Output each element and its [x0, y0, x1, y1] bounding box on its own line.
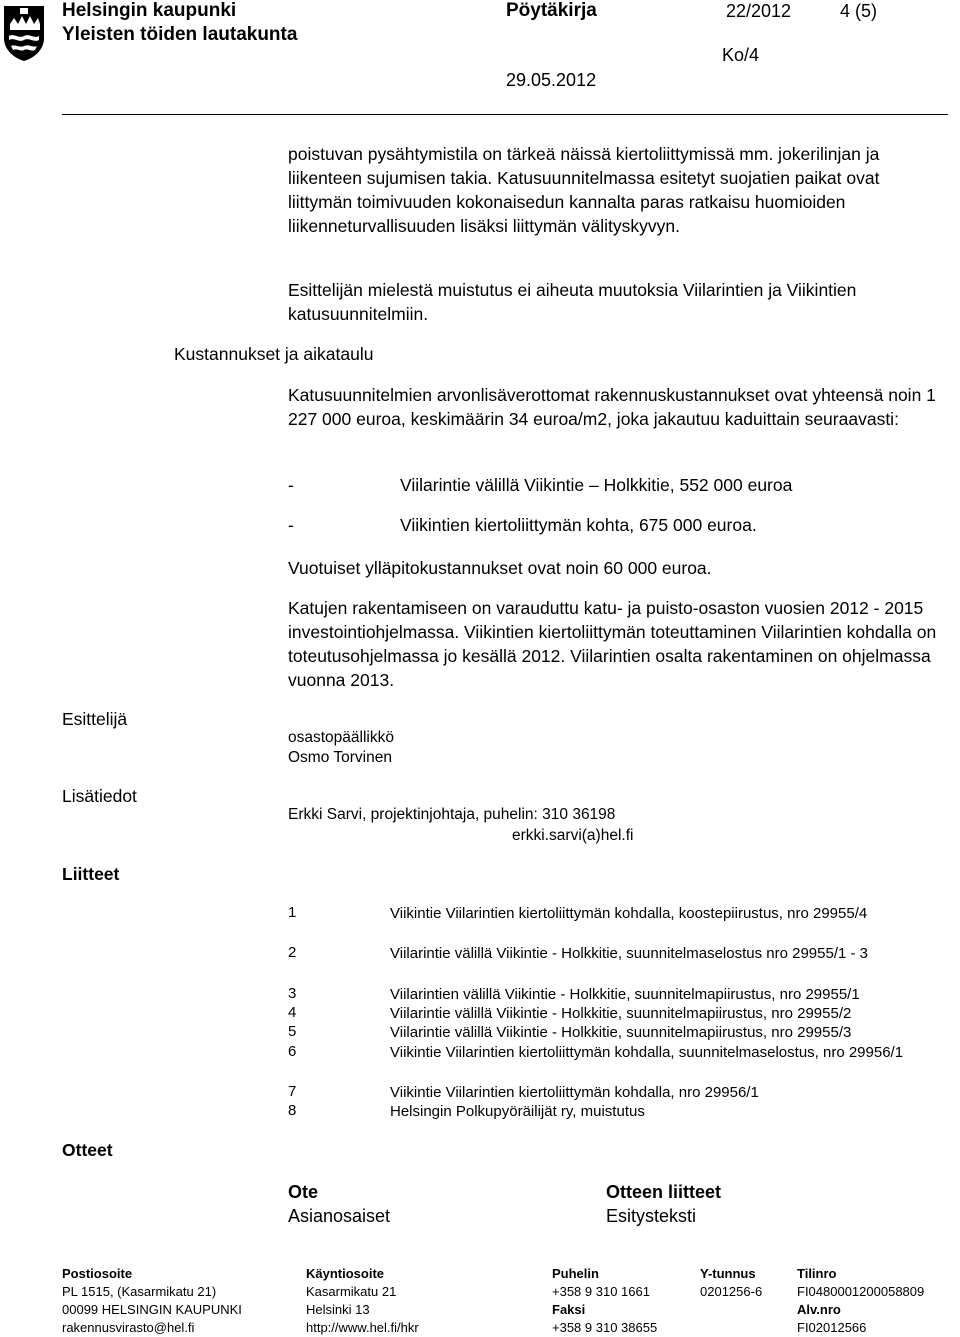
attachment-text: Helsingin Polkupyöräilijät ry, muistutus [390, 1103, 645, 1120]
doc-type: Pöytäkirja [506, 0, 597, 21]
bullet-dash-2: - [288, 515, 294, 535]
presenter-name: Osmo Torvinen [288, 749, 392, 766]
extract-attachments-head: Otteen liitteet [606, 1182, 722, 1202]
attachment-number: 1 [288, 904, 297, 921]
attachment-number: 3 [288, 985, 297, 1002]
board-name: Yleisten töiden lautakunta [62, 24, 298, 45]
header-divider [62, 114, 948, 115]
attachment-number: 6 [288, 1043, 297, 1060]
presenter-title: osastopäällikkö [288, 729, 394, 746]
org-name: Helsingin kaupunki [62, 0, 237, 21]
footer-vat-value: FI02012566 [797, 1320, 867, 1335]
paragraph-5: Katujen rakentamiseen on varauduttu katu- ja puisto-osaston vuosien 2012 - 2015 investointiohjelmassa. Viikintien kiertoliittymän toteuttaminen Viilarintien kohdalla on toteutusohjelmassa jo kesällä 2012. Viilarintien osalta rakentaminen on ohjelmassa vuonna 2013. [288, 598, 937, 690]
attachment-number: 4 [288, 1004, 297, 1021]
footer-visit-head: Käyntiosoite [306, 1266, 385, 1281]
attachment-number: 2 [288, 944, 297, 961]
info-email: erkki.sarvi(a)hel.fi [512, 827, 634, 844]
footer-visit-line2: Helsinki 13 [306, 1302, 370, 1317]
footer-fax-head: Faksi [552, 1302, 586, 1317]
footer-postal-line1: PL 1515, (Kasarmikatu 21) [62, 1284, 217, 1299]
footer-account-head: Tilinro [797, 1266, 837, 1281]
footer-ytunnus-value: 0201256-6 [700, 1284, 763, 1299]
footer-ytunnus [700, 1265, 762, 1301]
attachments-label: Liitteet [62, 864, 120, 884]
section-code: Ko/4 [722, 45, 760, 65]
helsinki-crest-logo [2, 4, 46, 62]
attachment-text: Viikintie Viilarintien kiertoliittymän kohdalla, koostepiirustus, nro 29955/4 [390, 905, 868, 922]
footer-ytunnus-head: Y-tunnus [700, 1266, 756, 1281]
costs-heading: Kustannukset ja aikataulu [174, 344, 374, 364]
meeting-date: 29.05.2012 [506, 70, 597, 90]
footer-postal-head: Postiosoite [62, 1266, 133, 1281]
attachment-text: Viilarintie välillä Viikintie - Holkkitie, suunnitelmapiirustus, nro 29955/2 [390, 1005, 852, 1022]
footer-website: http://www.hel.fi/hkr [306, 1320, 419, 1335]
footer-postal-line2: 00099 HELSINGIN KAUPUNKI [62, 1302, 242, 1317]
attachment-number: 5 [288, 1023, 297, 1040]
page-number: 4 (5) [840, 1, 878, 21]
attachment-text: Viilarintie välillä Viikintie - Holkkitie, suunnitelmapiirustus, nro 29955/3 [390, 1024, 852, 1041]
attachment-text: Viilarintien välillä Viikintie - Holkkitie, suunnitelmapiirustus, nro 29955/1 [390, 986, 860, 1003]
footer-visit-line1: Kasarmikatu 21 [306, 1284, 397, 1299]
extract-recipients: Asianosaiset [288, 1206, 391, 1226]
extract-attachments-value: Esitysteksti [606, 1206, 697, 1226]
footer-visit [306, 1265, 419, 1337]
bullet-text-1: Viilarintie välillä Viikintie – Holkkitie, 552 000 euroa [400, 475, 793, 495]
footer-postal [62, 1265, 242, 1337]
paragraph-2: Esittelijän mielestä muistutus ei aiheuta muutoksia Viilarintien ja Viikintien katusuunnitelmiin. [288, 280, 857, 324]
attachment-text: Viikintie Viilarintien kiertoliittymän kohdalla, nro 29956/1 [390, 1084, 759, 1101]
paragraph-3: Katusuunnitelmien arvonlisäverottomat rakennuskustannukset ovat yhteensä noin 1 227 000 euroa, keskimäärin 34 euroa/m2, joka jakautuu kaduittain seuraavasti: [288, 385, 936, 429]
attachment-text: Viilarintie välillä Viikintie - Holkkitie, suunnitelmaselostus nro 29955/1 - 3 [390, 945, 869, 962]
bullet-text-2: Viikintien kiertoliittymän kohta, 675 000 euroa. [400, 515, 757, 535]
paragraph-1: poistuvan pysähtymistila on tärkeä näissä kiertoliittymissä mm. jokerilinjan ja liikenteen sujumisen takia. Katusuunnitelmassa esitetyt suojatien paikat ovat liittymän toimivuuden kokonaisedun kannalta paras ratkaisu huomioiden liikenneturvallisuuden lisäksi liittymän välityskyvyn. [288, 144, 880, 236]
extract-head: Ote [288, 1182, 319, 1202]
paragraph-4: Vuotuiset ylläpitokustannukset ovat noin 60 000 euroa. [288, 558, 712, 578]
footer-phone [552, 1265, 657, 1337]
info-contact: Erkki Sarvi, projektinjohtaja, puhelin: 310 36198 [288, 806, 616, 823]
doc-number: 22/2012 [726, 1, 792, 21]
bullet-dash-1: - [288, 475, 294, 495]
extracts-label: Otteet [62, 1140, 113, 1160]
footer-fax-number: +358 9 310 38655 [552, 1320, 658, 1335]
footer-email: rakennusvirasto@hel.fi [62, 1320, 195, 1335]
attachment-number: 7 [288, 1083, 297, 1100]
footer-phone-head: Puhelin [552, 1266, 599, 1281]
footer-vat-head: Alv.nro [797, 1302, 841, 1317]
footer-phone-number: +358 9 310 1661 [552, 1284, 650, 1299]
attachment-text: Viikintie Viilarintien kiertoliittymän kohdalla, suunnitelmaselostus, nro 29956/1 [390, 1044, 904, 1061]
attachment-number: 8 [288, 1102, 297, 1119]
info-label: Lisätiedot [62, 786, 137, 806]
footer-account [797, 1265, 924, 1337]
footer-account-value: FI0480001200058809 [797, 1284, 925, 1299]
presenter-label: Esittelijä [62, 709, 128, 729]
